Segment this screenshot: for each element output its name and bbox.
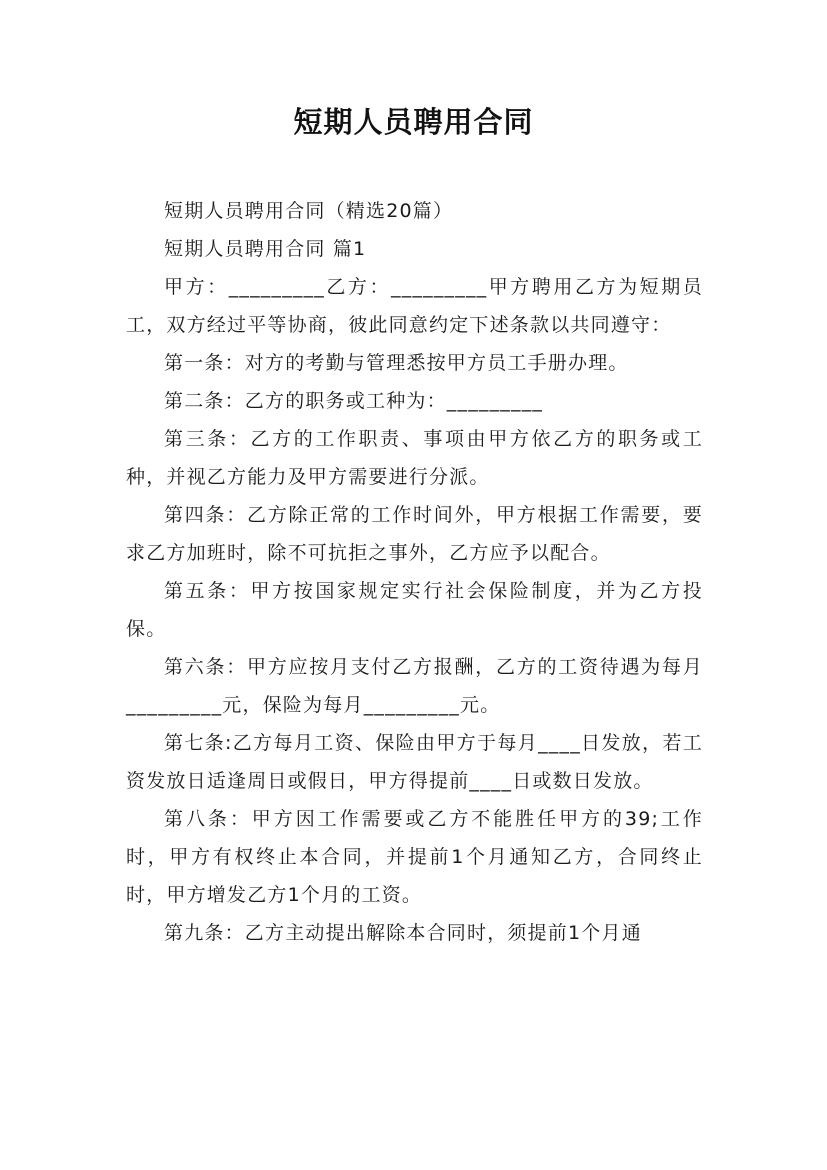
paragraph-parties: 甲方：_________乙方：_________甲方聘用乙方为短期员工，双方经过平等协商，彼此同意约定下述条款以共同遵守： <box>126 276 703 336</box>
paragraph-article-9: 第九条：乙方主动提出解除本合同时，须提前1个月通 <box>164 922 642 944</box>
paragraph-article-3: 第三条：乙方的工作职责、事项由甲方依乙方的职务或工种，并视乙方能力及甲方需要进行分派。 <box>126 428 703 488</box>
paragraph-subtitle: 短期人员聘用合同（精选20篇） <box>164 200 454 222</box>
paragraph-article-2: 第二条：乙方的职务或工种为：_________ <box>164 390 544 412</box>
paragraph-article-6: 第六条：甲方应按月支付乙方报酬，乙方的工资待遇为每月_________元，保险为每月_________元。 <box>126 656 703 716</box>
document-body <box>126 192 703 952</box>
document-title: 短期人员聘用合同 <box>293 105 534 139</box>
paragraph-article-7: 第七条:乙方每月工资、保险由甲方于每月____日发放，若工资发放日适逢周日或假日，甲方得提前____日或数日发放。 <box>126 732 703 792</box>
paragraph-article-4: 第四条：乙方除正常的工作时间外，甲方根据工作需要，要求乙方加班时，除不可抗拒之事外，乙方应予以配合。 <box>126 504 703 564</box>
paragraph-article-1: 第一条：对方的考勤与管理悉按甲方员工手册办理。 <box>164 352 629 374</box>
paragraph-article-8: 第八条：甲方因工作需要或乙方不能胜任甲方的39;工作时，甲方有权终止本合同，并提前1个月通知乙方，合同终止时，甲方增发乙方1个月的工资。 <box>126 808 703 906</box>
paragraph-article-5: 第五条：甲方按国家规定实行社会保险制度，并为乙方投保。 <box>126 580 703 640</box>
paragraph-section-heading: 短期人员聘用合同 篇1 <box>164 238 367 260</box>
